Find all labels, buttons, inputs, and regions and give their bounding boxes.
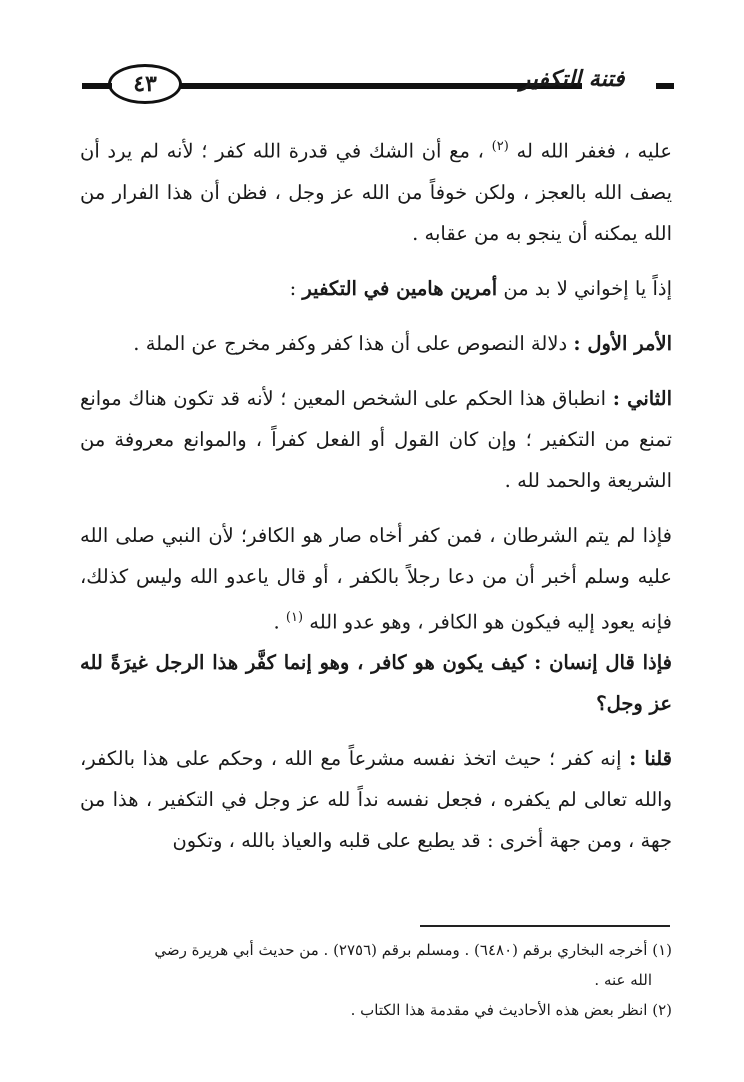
book-title: فتنة التكفير — [519, 66, 625, 92]
footnote-ref-1: (١) — [285, 609, 304, 625]
paragraph-1 — [80, 126, 672, 254]
second-matter-label: الثاني : — [612, 386, 672, 410]
paragraph-2 — [80, 268, 672, 309]
footnote-1-continued: الله عنه . — [594, 971, 652, 989]
page-body — [80, 126, 672, 861]
paragraph-5 — [80, 515, 672, 643]
footnote-1: (١) أخرجه البخاري برقم (٦٤٨٠) . ومسلم برقم (٢٧٥٦) . من حديث أبي هريرة رضي — [154, 941, 672, 959]
first-matter-label: الأمر الأول : — [573, 331, 672, 355]
paragraph-1-rest: ، مع أن الشك في قدرة الله كفر ؛ لأنه لم يرد أن يصف الله بالعجز ، ولكن خوفاً من الله عز وجل ، فظن أن هذا الفرار من الله يمكنه أن ينجو به من عقابه . — [80, 139, 672, 245]
paragraph-5-end: . — [273, 610, 280, 633]
first-matter-text: دلالة النصوص على أن هذا كفر وكفر مخرج عن الملة . — [133, 331, 568, 355]
paragraph-6: فإذا قال إنسان : كيف يكون هو كافر ، وهو إنما كفَّر هذا الرجل غيرَةً لله عز وجل؟ — [80, 651, 672, 715]
footnote-ref-2: (٢) — [491, 139, 509, 154]
paragraph-4 — [80, 378, 672, 501]
paragraph-3 — [80, 323, 672, 364]
page-number: ٤٣ — [133, 71, 157, 97]
footnote-2: (٢) انظر بعض هذه الأحاديث في مقدمة هذا الكتاب . — [350, 1001, 672, 1019]
paragraph-2-bold: أمرين هامين في التكفير — [302, 276, 498, 300]
footnote-separator — [420, 925, 670, 927]
page-header — [82, 58, 672, 114]
paragraph-1-start: عليه ، فغفر الله له — [516, 139, 672, 163]
header-rule-end — [656, 83, 674, 89]
paragraph-7 — [80, 738, 672, 861]
second-matter-text: انطباق هذا الحكم على الشخص المعين ؛ لأنه قد تكون هناك موانع تمنع من التكفير ؛ وإن كان القول أو الفعل كفراً ، والموانع معروفة من الشريعة والحمد لله . — [80, 386, 672, 492]
answer-label: قلنا : — [629, 747, 673, 770]
answer-text: إنه كفر ؛ حيث اتخذ نفسه مشرعاً مع الله ، وحكم على هذا بالكفر، والله تعالى لم يكفره ، فجعل نفسه نداً لله عز وجل في التكفير ، هذا من جهة ، ومن جهة أخرى : قد يطبع على قلبه والعياذ بالله ، وتكون — [80, 747, 672, 852]
paragraph-2-post: : — [289, 276, 297, 300]
paragraph-2-pre: إذاً يا إخواني لا بد من — [503, 276, 672, 300]
paragraph-5-text: فإذا لم يتم الشرطان ، فمن كفر أخاه صار هو الكافر؛ لأن النبي صلى الله عليه وسلم أخبر أن من دعا رجلاً بالكفر ، أو قال ياعدو الله وليس كذلك، فإنه يعود إليه فيكون هو الكافر ، وهو عدو الله — [80, 523, 672, 633]
footnotes — [80, 935, 672, 1025]
page-number-oval — [108, 64, 182, 104]
